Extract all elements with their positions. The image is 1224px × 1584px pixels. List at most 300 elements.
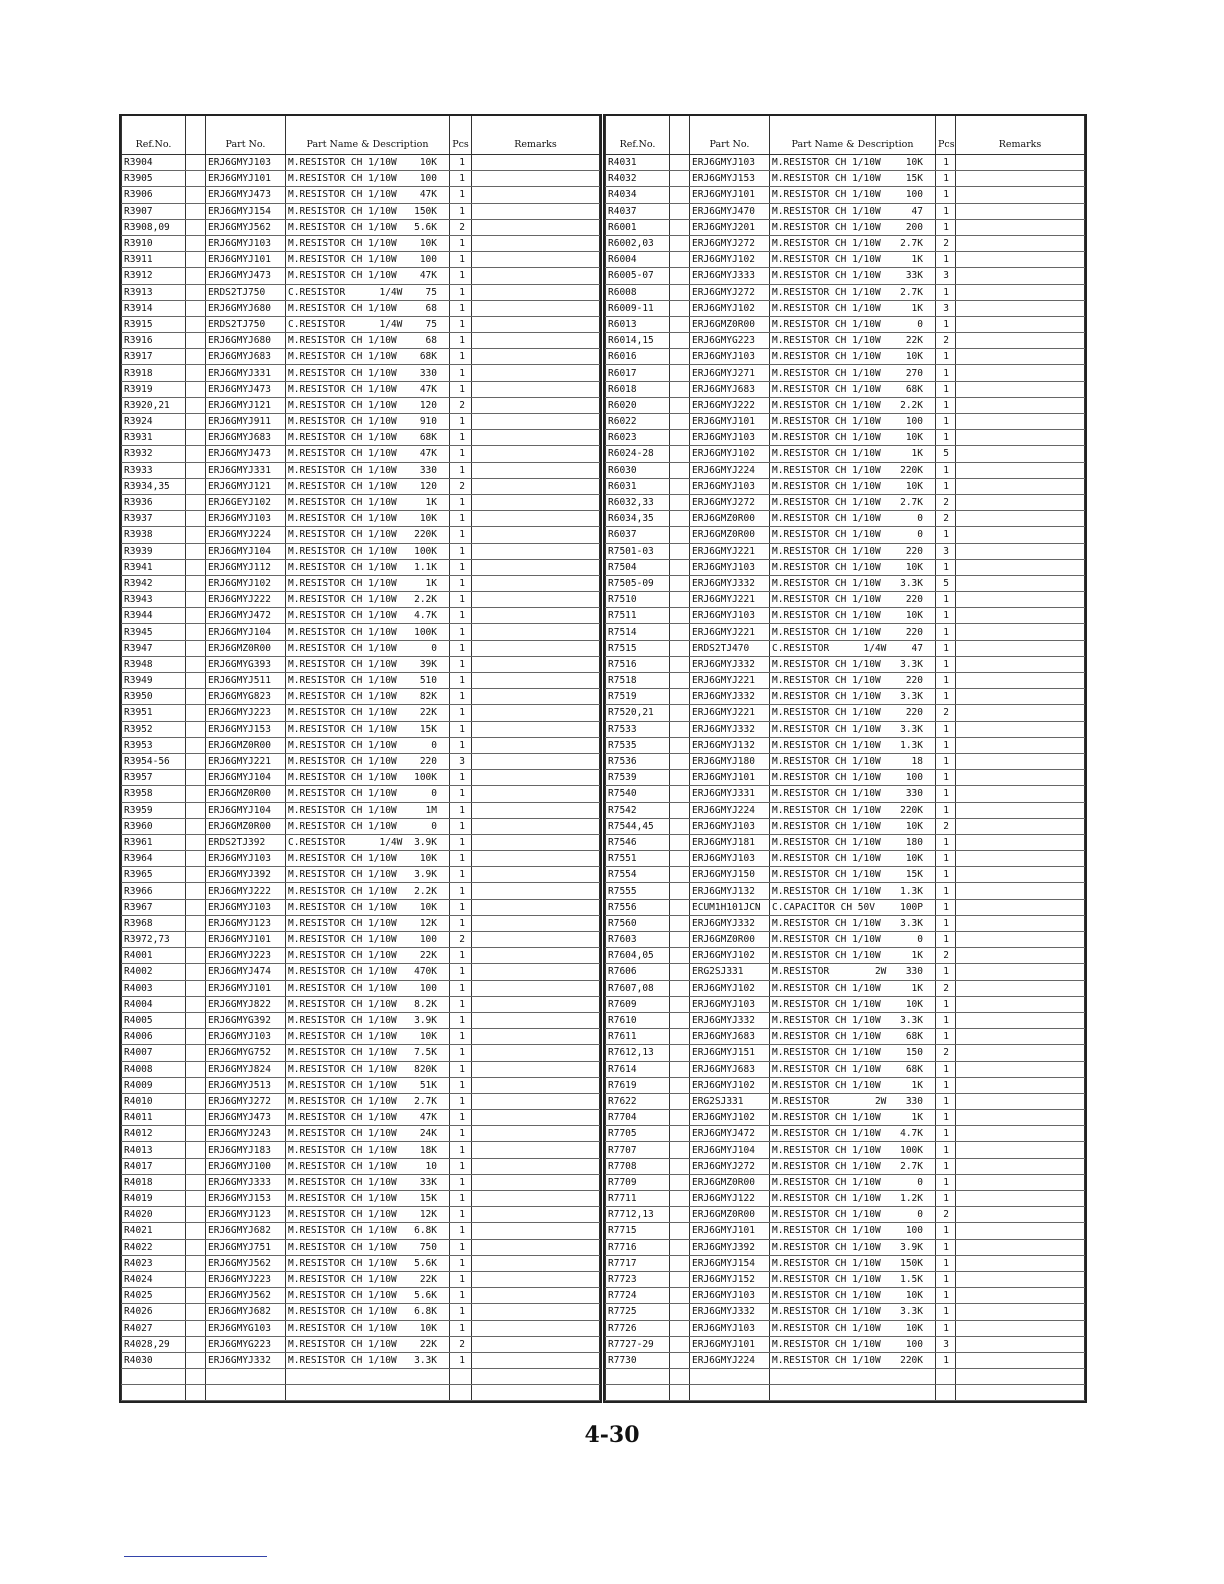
header-part: Part No. — [206, 116, 286, 155]
part-no-cell: ERJ6GMYJ272 — [690, 284, 770, 300]
part-no-cell: ERJ6GMYJ682 — [206, 1223, 286, 1239]
ref-cell: R3941 — [122, 559, 186, 575]
part-no-cell: ERJ6GMYG393 — [206, 656, 286, 672]
description-cell — [286, 1191, 450, 1207]
description-cell — [286, 1158, 450, 1174]
part-no-cell: ERJ6GMYJ473 — [206, 187, 286, 203]
description-cell — [770, 349, 936, 365]
remarks-cell — [956, 964, 1085, 980]
description-cell — [770, 268, 936, 284]
remarks-cell — [472, 802, 600, 818]
footer-rule — [124, 1556, 267, 1557]
remarks-cell — [472, 1304, 600, 1320]
description-text: M.RESISTOR CH 1/10W — [772, 561, 881, 573]
value-text: 24K — [419, 1128, 437, 1140]
spacer-cell — [186, 1320, 206, 1336]
table-row — [122, 284, 600, 300]
table-row — [122, 1093, 600, 1109]
description-text: M.RESISTOR CH 1/10W — [288, 513, 397, 525]
spacer-cell — [670, 1352, 690, 1368]
value-text: 2.7K — [900, 286, 923, 298]
spacer-cell — [670, 867, 690, 883]
remarks-cell — [956, 333, 1085, 349]
description-cell — [286, 753, 450, 769]
table-row — [606, 430, 1085, 446]
remarks-cell — [472, 155, 600, 171]
pcs-cell: 1 — [450, 1061, 472, 1077]
remarks-cell — [956, 349, 1085, 365]
table-row — [606, 300, 1085, 316]
ref-cell: R7510 — [606, 592, 670, 608]
pcs-cell: 1 — [450, 559, 472, 575]
remarks-cell — [472, 575, 600, 591]
spacer-cell — [186, 1288, 206, 1304]
value-text: 0 — [431, 642, 437, 654]
pcs-cell: 1 — [450, 187, 472, 203]
table-row — [122, 867, 600, 883]
table-row — [122, 527, 600, 543]
blank-cell — [690, 1369, 770, 1385]
spacer-cell — [186, 446, 206, 462]
description-text: M.RESISTOR CH 1/10W — [288, 173, 397, 185]
pcs-cell: 1 — [450, 673, 472, 689]
ref-cell: R7614 — [606, 1061, 670, 1077]
value-text: 47K — [419, 383, 437, 395]
value-text: 510 — [419, 675, 437, 687]
description-cell — [286, 737, 450, 753]
description-text: M.RESISTOR CH 1/10W — [288, 1225, 397, 1237]
description-cell — [770, 187, 936, 203]
remarks-cell — [472, 187, 600, 203]
value-text: 3.9K — [900, 1241, 923, 1253]
pcs-cell: 1 — [450, 802, 472, 818]
value-text: 220K — [900, 464, 923, 476]
value-text: 12K — [419, 917, 437, 929]
description-text: M.RESISTOR CH 1/10W — [288, 189, 397, 201]
pcs-cell: 1 — [450, 1045, 472, 1061]
spacer-cell — [186, 948, 206, 964]
value-text: 120 — [419, 399, 437, 411]
spacer-cell — [186, 608, 206, 624]
ref-cell: R6008 — [606, 284, 670, 300]
part-no-cell: ERJ6GMYJ332 — [690, 689, 770, 705]
table-row — [606, 511, 1085, 527]
ref-cell: R3931 — [122, 430, 186, 446]
spacer-cell — [670, 284, 690, 300]
ref-cell: R4007 — [122, 1045, 186, 1061]
pcs-cell: 1 — [450, 624, 472, 640]
description-cell — [286, 187, 450, 203]
pcs-cell: 1 — [936, 1239, 956, 1255]
blank-cell — [936, 1369, 956, 1385]
description-cell — [770, 1255, 936, 1271]
description-text: M.RESISTOR CH 1/10W — [288, 335, 397, 347]
description-text: M.RESISTOR CH 1/10W — [288, 756, 397, 768]
value-text: 1.3K — [900, 739, 923, 751]
value-text: 220 — [905, 707, 923, 719]
description-cell — [286, 640, 450, 656]
description-cell — [770, 252, 936, 268]
part-no-cell: ERJ6GMYJ331 — [206, 462, 286, 478]
spacer-cell — [670, 235, 690, 251]
spacer-cell — [670, 1336, 690, 1352]
part-no-cell: ERJ6GMZ0R00 — [206, 737, 286, 753]
ref-cell: R7705 — [606, 1126, 670, 1142]
spacer-cell — [186, 1077, 206, 1093]
description-text: M.RESISTOR CH 1/10W — [288, 399, 397, 411]
description-text: M.RESISTOR CH 1/10W — [288, 205, 397, 217]
part-no-cell: ERJ6GMYJ103 — [206, 235, 286, 251]
value-text: 6.8K — [414, 1306, 437, 1318]
spacer-cell — [670, 1126, 690, 1142]
description-cell — [286, 608, 450, 624]
description-cell — [770, 1352, 936, 1368]
description-cell — [770, 365, 936, 381]
description-cell — [286, 867, 450, 883]
description-text: M.RESISTOR CH 1/10W — [772, 691, 881, 703]
pcs-cell: 1 — [450, 235, 472, 251]
value-text: 10K — [905, 157, 923, 169]
spacer-cell — [186, 1255, 206, 1271]
pcs-cell: 1 — [936, 397, 956, 413]
table-row — [122, 1352, 600, 1368]
remarks-cell — [472, 543, 600, 559]
description-text: M.RESISTOR CH 1/10W — [288, 1112, 397, 1124]
spacer-cell — [670, 721, 690, 737]
description-text: M.RESISTOR CH 1/10W — [288, 869, 397, 881]
value-text: 100P — [900, 901, 923, 913]
spacer-cell — [186, 834, 206, 850]
ref-cell: R6023 — [606, 430, 670, 446]
ref-cell: R4002 — [122, 964, 186, 980]
remarks-cell — [956, 1255, 1085, 1271]
value-text: 15K — [419, 723, 437, 735]
value-text: 10 — [425, 1160, 437, 1172]
description-text: M.RESISTOR CH 1/10W — [772, 998, 881, 1010]
remarks-cell — [472, 300, 600, 316]
blank-row — [122, 1385, 600, 1401]
pcs-cell: 1 — [450, 786, 472, 802]
pcs-cell: 1 — [450, 171, 472, 187]
spacer-cell — [670, 187, 690, 203]
remarks-cell — [956, 753, 1085, 769]
ref-cell: R4010 — [122, 1093, 186, 1109]
ref-cell: R7612,13 — [606, 1045, 670, 1061]
pcs-cell: 1 — [936, 737, 956, 753]
blank-cell — [670, 1385, 690, 1401]
description-cell — [770, 915, 936, 931]
description-cell — [770, 1288, 936, 1304]
description-cell — [770, 414, 936, 430]
part-no-cell: ERJ6GMYJ562 — [206, 1255, 286, 1271]
description-text: M.RESISTOR CH 1/10W — [288, 1160, 397, 1172]
pcs-cell: 1 — [450, 527, 472, 543]
ref-cell: R3958 — [122, 786, 186, 802]
value-text: 0 — [917, 513, 923, 525]
description-text: M.RESISTOR CH 1/10W — [288, 966, 397, 978]
remarks-cell — [472, 753, 600, 769]
table-row — [606, 381, 1085, 397]
remarks-cell — [956, 1061, 1085, 1077]
spacer-cell — [186, 689, 206, 705]
table-row — [122, 786, 600, 802]
pcs-cell: 1 — [450, 1255, 472, 1271]
pcs-cell: 2 — [936, 1207, 956, 1223]
description-cell — [286, 673, 450, 689]
spacer-cell — [670, 397, 690, 413]
spacer-cell — [186, 300, 206, 316]
pcs-cell: 1 — [450, 284, 472, 300]
description-cell — [286, 656, 450, 672]
spacer-cell — [670, 1239, 690, 1255]
description-cell — [770, 818, 936, 834]
ref-cell: R7539 — [606, 770, 670, 786]
description-cell — [770, 494, 936, 510]
spacer-cell — [670, 996, 690, 1012]
value-text: 39K — [419, 658, 437, 670]
ref-cell: R4019 — [122, 1191, 186, 1207]
ref-cell: R4017 — [122, 1158, 186, 1174]
pcs-cell: 1 — [450, 737, 472, 753]
pcs-cell: 1 — [450, 446, 472, 462]
spacer-cell — [186, 867, 206, 883]
description-text: M.RESISTOR CH 1/10W — [288, 982, 397, 994]
table-row — [606, 1158, 1085, 1174]
ref-cell: R7556 — [606, 899, 670, 915]
pcs-cell: 1 — [450, 1304, 472, 1320]
spacer-cell — [670, 753, 690, 769]
description-text: M.RESISTOR CH 1/10W — [288, 820, 397, 832]
value-text: 68K — [905, 1063, 923, 1075]
description-text: M.RESISTOR CH 1/10W — [772, 497, 881, 509]
description-text: M.RESISTOR CH 1/10W — [288, 1095, 397, 1107]
table-row — [122, 414, 600, 430]
ref-cell: R7717 — [606, 1255, 670, 1271]
remarks-cell — [472, 203, 600, 219]
ref-cell: R4001 — [122, 948, 186, 964]
ref-cell: R3911 — [122, 252, 186, 268]
part-no-cell: ERJ6GMYJ332 — [206, 1352, 286, 1368]
description-cell — [286, 1223, 450, 1239]
description-text: M.RESISTOR CH 1/10W — [288, 1322, 397, 1334]
part-no-cell: ERJ6GMYJ333 — [206, 1174, 286, 1190]
description-cell — [286, 834, 450, 850]
table-row — [606, 1142, 1085, 1158]
part-no-cell: ERJ6GMYJ822 — [206, 996, 286, 1012]
table-row — [606, 462, 1085, 478]
header-pcs: Pcs — [936, 116, 956, 155]
description-text: M.RESISTOR CH 1/10W — [772, 853, 881, 865]
spacer-cell — [186, 365, 206, 381]
value-text: 0 — [917, 1209, 923, 1221]
spacer-cell — [670, 1304, 690, 1320]
pcs-cell: 2 — [936, 818, 956, 834]
spacer-cell — [670, 883, 690, 899]
description-cell — [770, 737, 936, 753]
spacer-cell — [186, 575, 206, 591]
description-cell — [286, 818, 450, 834]
pcs-cell: 1 — [450, 268, 472, 284]
blank-cell — [206, 1369, 286, 1385]
ref-cell: R7726 — [606, 1320, 670, 1336]
table-row — [606, 1126, 1085, 1142]
part-no-cell: ERJ6GMYG103 — [206, 1320, 286, 1336]
ref-cell: R6030 — [606, 462, 670, 478]
remarks-cell — [472, 1012, 600, 1028]
description-text: M.RESISTOR CH 1/10W — [288, 901, 397, 913]
remarks-cell — [472, 268, 600, 284]
pcs-cell: 1 — [450, 365, 472, 381]
value-text: 0 — [917, 934, 923, 946]
remarks-cell — [956, 883, 1085, 899]
table-row — [606, 559, 1085, 575]
ref-cell: R7533 — [606, 721, 670, 737]
description-cell — [770, 1174, 936, 1190]
description-text: M.RESISTOR CH 1/10W — [772, 1225, 881, 1237]
spacer-cell — [186, 1336, 206, 1352]
value-text: 3.9K — [414, 869, 437, 881]
ref-cell: R3910 — [122, 235, 186, 251]
spacer-cell — [670, 462, 690, 478]
value-text: 22K — [419, 1274, 437, 1286]
remarks-cell — [956, 592, 1085, 608]
description-cell — [770, 932, 936, 948]
value-text: 330 — [419, 464, 437, 476]
part-no-cell: ERJ6GMZ0R00 — [690, 1207, 770, 1223]
pcs-cell: 3 — [936, 268, 956, 284]
part-no-cell: ERJ6GMYJ103 — [206, 511, 286, 527]
spacer-cell — [186, 252, 206, 268]
description-cell — [286, 1271, 450, 1287]
description-text: M.RESISTOR CH 1/10W — [288, 788, 397, 800]
pcs-cell: 2 — [450, 397, 472, 413]
part-no-cell: ERDS2TJ470 — [690, 640, 770, 656]
ref-cell: R4009 — [122, 1077, 186, 1093]
remarks-cell — [956, 932, 1085, 948]
table-row — [122, 899, 600, 915]
blank-cell — [186, 1369, 206, 1385]
remarks-cell — [472, 1110, 600, 1126]
remarks-cell — [472, 1061, 600, 1077]
spacer-cell — [670, 478, 690, 494]
ref-cell: R3908,09 — [122, 219, 186, 235]
description-cell — [770, 656, 936, 672]
part-no-cell: ERJ6GMYJ221 — [690, 624, 770, 640]
ref-cell: R7518 — [606, 673, 670, 689]
spacer-cell — [670, 851, 690, 867]
description-cell — [770, 1077, 936, 1093]
value-text: 82K — [419, 691, 437, 703]
value-text: 3.3K — [900, 658, 923, 670]
description-text: M.RESISTOR CH 1/10W — [772, 934, 881, 946]
pcs-cell: 1 — [936, 365, 956, 381]
table-row — [122, 1061, 600, 1077]
ref-cell: R4030 — [122, 1352, 186, 1368]
value-text: 10K — [905, 1322, 923, 1334]
ref-cell: R7520,21 — [606, 705, 670, 721]
table-body-left — [122, 155, 600, 1401]
description-text: M.RESISTOR CH 1/10W — [288, 1354, 397, 1366]
pcs-cell: 1 — [936, 1158, 956, 1174]
value-text: 68 — [425, 302, 437, 314]
value-text: 220 — [905, 675, 923, 687]
remarks-cell — [956, 494, 1085, 510]
pcs-cell: 1 — [450, 656, 472, 672]
description-text: M.RESISTOR CH 1/10W — [772, 739, 881, 751]
part-no-cell: ERJ6GMYJ333 — [690, 268, 770, 284]
ref-cell: R4003 — [122, 980, 186, 996]
remarks-cell — [956, 705, 1085, 721]
part-no-cell: ERJ6GMYJ682 — [206, 1304, 286, 1320]
ref-cell: R6005-07 — [606, 268, 670, 284]
spacer-cell — [670, 802, 690, 818]
table-row — [122, 1255, 600, 1271]
ref-cell: R7514 — [606, 624, 670, 640]
remarks-cell — [472, 446, 600, 462]
part-no-cell: ERJ6GMYJ180 — [690, 753, 770, 769]
pcs-cell: 1 — [936, 834, 956, 850]
description-cell — [770, 1158, 936, 1174]
remarks-cell — [472, 1271, 600, 1287]
value-text: 0 — [431, 788, 437, 800]
part-no-cell: ERJ6GMYJ103 — [206, 851, 286, 867]
spacer-cell — [186, 219, 206, 235]
ref-cell: R4008 — [122, 1061, 186, 1077]
description-text: M.RESISTOR CH 1/10W — [288, 1241, 397, 1253]
description-cell — [286, 543, 450, 559]
spacer-cell — [186, 705, 206, 721]
ref-cell: R3950 — [122, 689, 186, 705]
description-cell — [770, 1320, 936, 1336]
value-text: 4.7K — [900, 1128, 923, 1140]
pcs-cell: 1 — [936, 187, 956, 203]
description-cell — [286, 575, 450, 591]
description-text: M.RESISTOR CH 1/10W — [288, 594, 397, 606]
part-no-cell: ERJ6GMYJ224 — [690, 802, 770, 818]
blank-cell — [606, 1385, 670, 1401]
pcs-cell: 1 — [936, 915, 956, 931]
value-text: 1.2K — [900, 1193, 923, 1205]
remarks-cell — [472, 1093, 600, 1109]
description-text: M.RESISTOR CH 1/10W — [772, 804, 881, 816]
description-text: M.RESISTOR CH 1/10W — [772, 1290, 881, 1302]
description-cell — [770, 1239, 936, 1255]
description-cell — [770, 624, 936, 640]
ref-cell: R7536 — [606, 753, 670, 769]
part-no-cell: ERJ6GMYJ562 — [206, 219, 286, 235]
pcs-cell: 2 — [450, 478, 472, 494]
spacer-cell — [186, 1191, 206, 1207]
part-no-cell: ERJ6GMYJ101 — [690, 1336, 770, 1352]
value-text: 100 — [419, 254, 437, 266]
spacer-cell — [670, 608, 690, 624]
pcs-cell: 1 — [450, 851, 472, 867]
value-text: 150K — [414, 205, 437, 217]
description-cell — [286, 300, 450, 316]
value-text: 1M — [425, 804, 437, 816]
ref-cell: R4025 — [122, 1288, 186, 1304]
part-no-cell: ERJ6GMZ0R00 — [690, 511, 770, 527]
ref-cell: R4027 — [122, 1320, 186, 1336]
table-row — [122, 656, 600, 672]
remarks-cell — [472, 1207, 600, 1223]
ref-cell: R3953 — [122, 737, 186, 753]
part-no-cell: ERJ6GMYJ103 — [690, 1320, 770, 1336]
part-no-cell: ERJ6GMYJ683 — [690, 1029, 770, 1045]
pcs-cell: 1 — [450, 494, 472, 510]
ref-cell: R7610 — [606, 1012, 670, 1028]
remarks-cell — [472, 592, 600, 608]
